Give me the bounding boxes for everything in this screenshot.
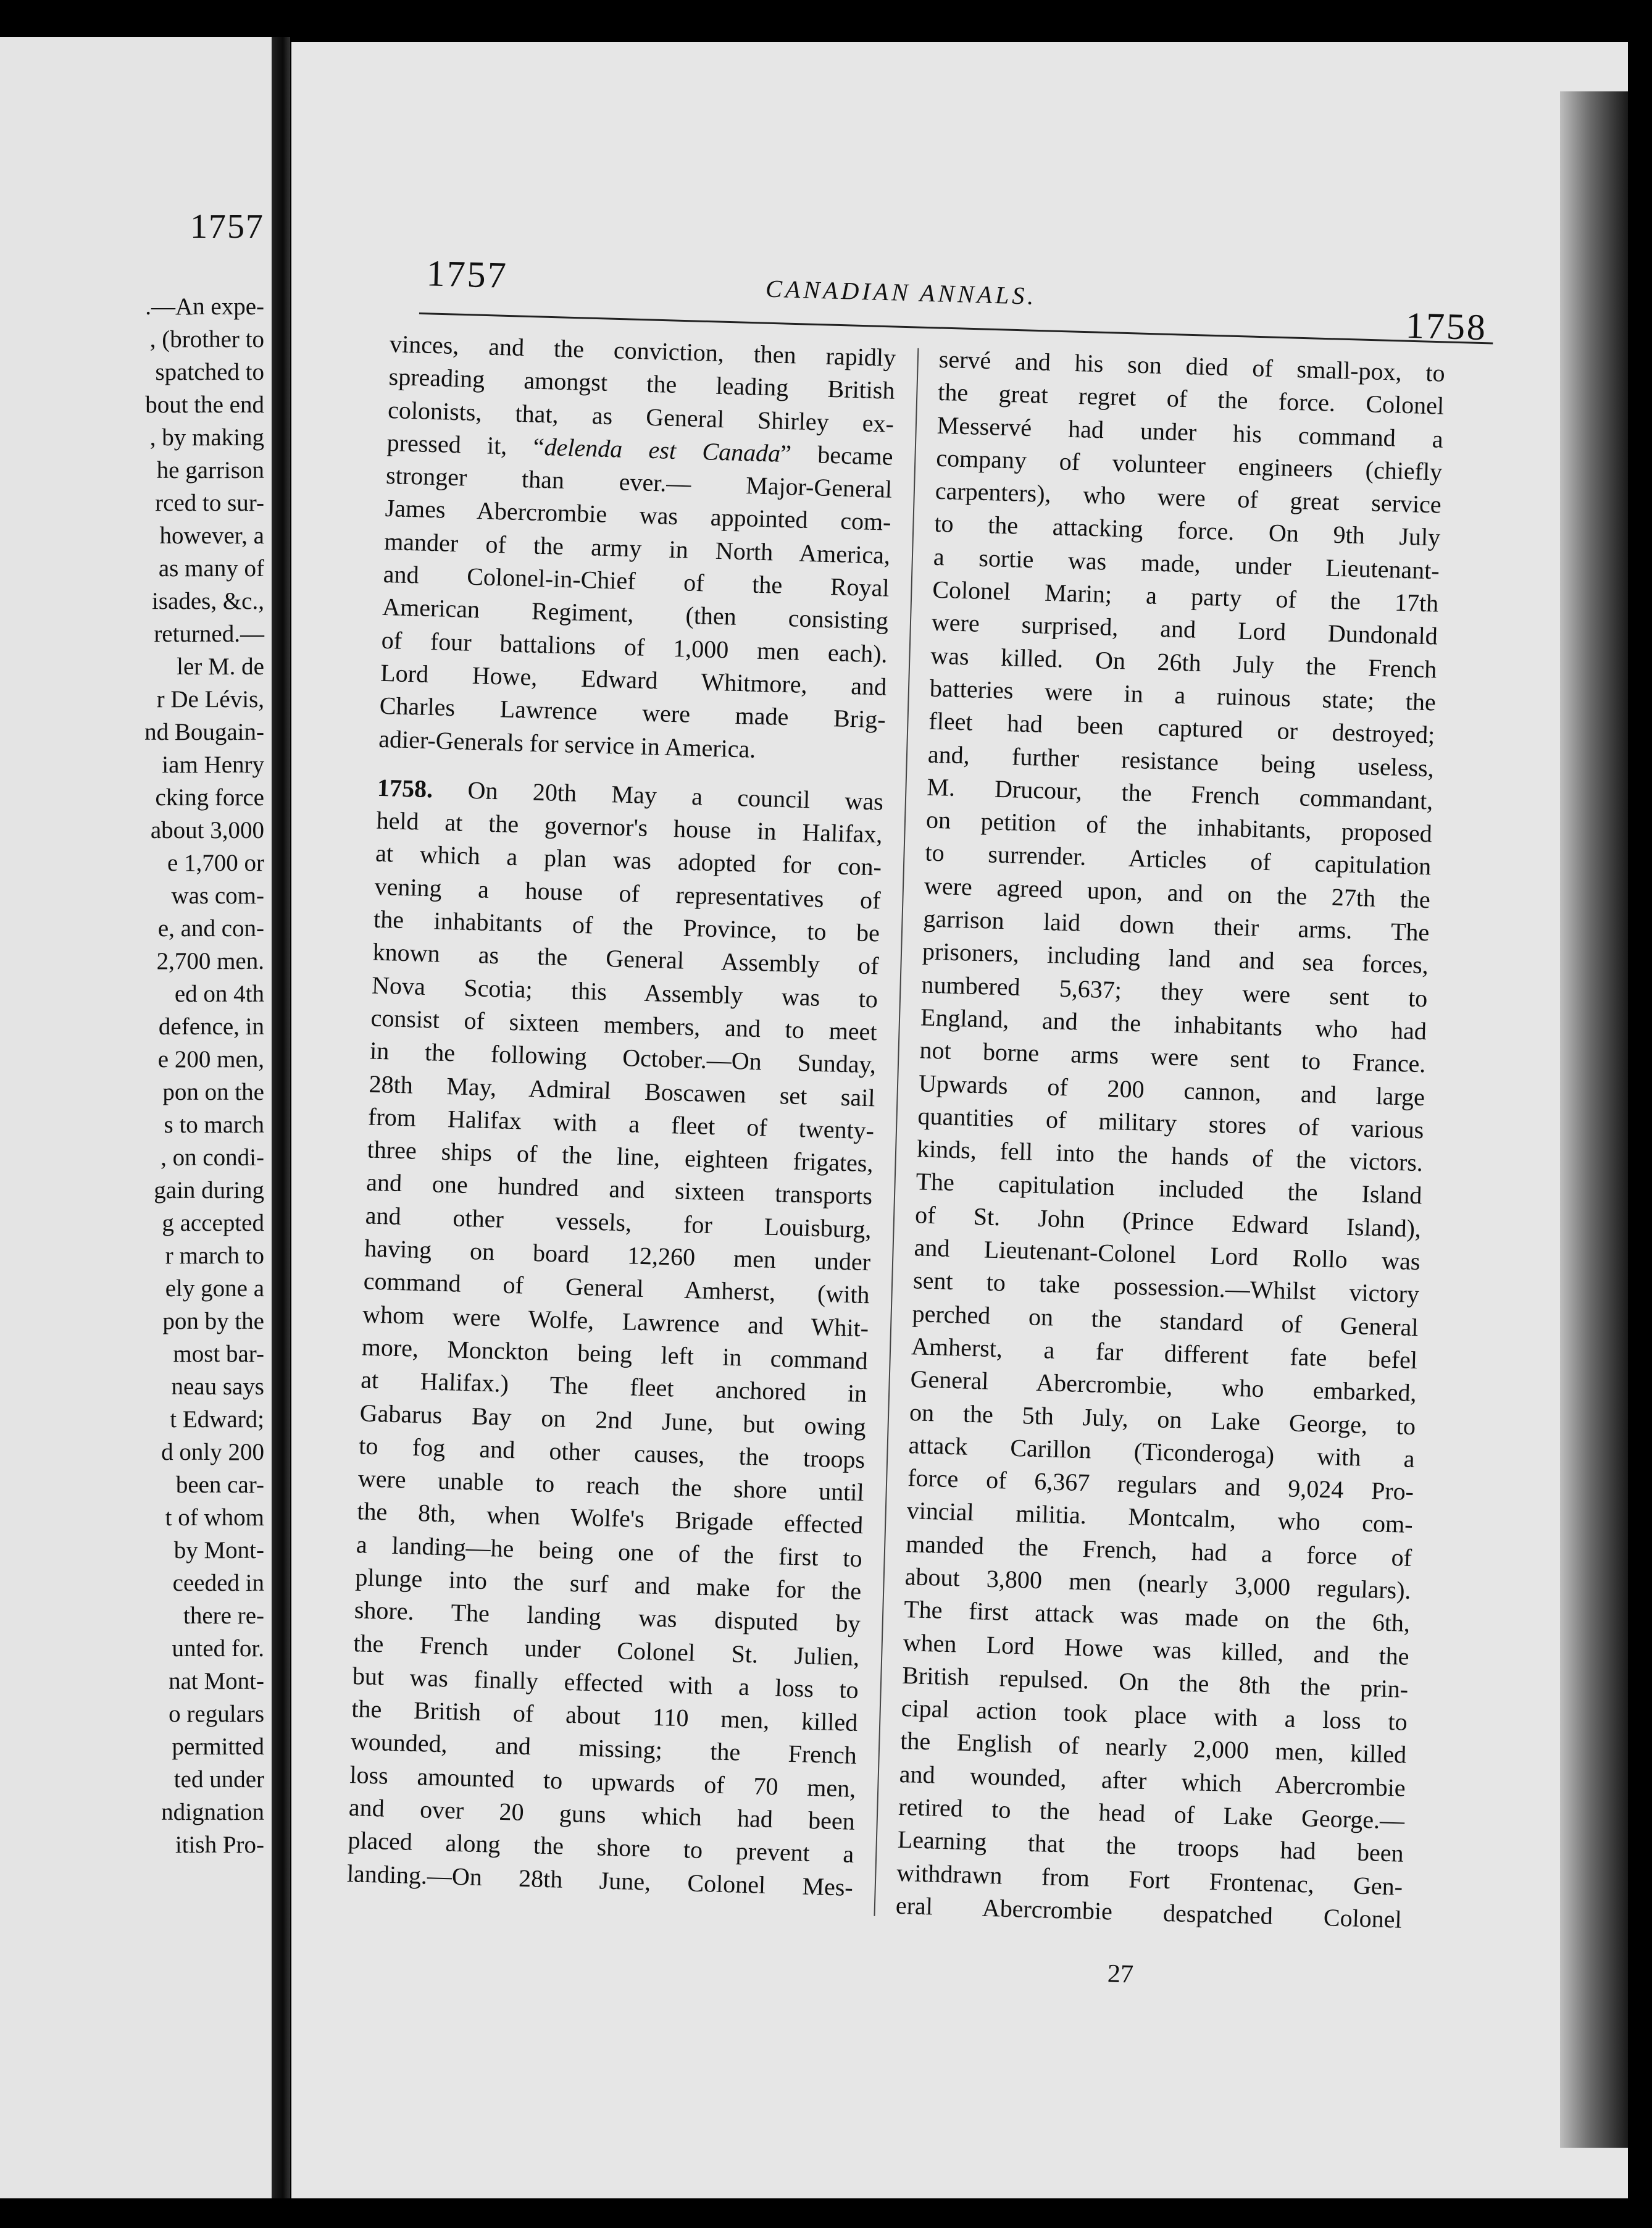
text-line: garrison laid down their arms. The	[922, 904, 1430, 947]
text-line: and other vessels, for Louisburg,	[365, 1201, 872, 1244]
text-line: was killed. On 26th July the French	[930, 641, 1437, 684]
text-line: in the following October.—On Sunday,	[369, 1036, 877, 1079]
text-line: having on board 12,260 men under	[364, 1234, 871, 1276]
page-edge-shadow	[1560, 91, 1628, 2148]
book-spine	[272, 37, 290, 2198]
text-line: 2,700 men.	[156, 948, 264, 974]
text-line: command of General Amherst, (with	[363, 1267, 870, 1309]
text-line: pon on the	[162, 1079, 264, 1105]
right-column	[895, 343, 1445, 1936]
text-body	[346, 327, 1482, 1950]
text-line: withdrawn from Fort Frontenac, Gen-	[896, 1858, 1403, 1901]
text-line: and over 20 guns which had been	[348, 1793, 856, 1836]
text-line: servé and his son died of small-pox, to	[938, 345, 1446, 387]
text-line: plunge into the surf and make for the	[354, 1563, 862, 1606]
text-line: he garrison	[156, 457, 264, 484]
text-line: nat Mont-	[169, 1668, 264, 1694]
text-line: to fog and other causes, the troops	[358, 1431, 866, 1473]
text-line: 28th May, Admiral Boscawen set sail	[369, 1070, 876, 1112]
text-line: .—An expe-	[145, 293, 264, 320]
text-line: Gabarus Bay on 2nd June, but owing	[359, 1398, 867, 1441]
text-line: e, and con-	[157, 915, 264, 942]
text-line: been car-	[175, 1472, 264, 1498]
text-line: adier-Generals for service in America.	[378, 724, 756, 763]
text-line: carpenters), who were of great service	[935, 476, 1442, 519]
header-title: CANADIAN ANNALS.	[765, 274, 1038, 310]
text-line: loss amounted to upwards of 70 men,	[349, 1760, 856, 1803]
text-line: cipal action took place with a loss to	[901, 1694, 1408, 1736]
text-line: more, Monckton being left in command	[361, 1333, 869, 1375]
text-line: company of volunteer engineers (chiefly	[935, 443, 1443, 486]
text-line: sent to take possession.—Whilst victory	[912, 1266, 1420, 1309]
text-line: quantities of military stores of various	[917, 1102, 1424, 1144]
text-line: vinces, and the conviction, then rapidly	[389, 329, 896, 372]
text-line: rced to sur-	[155, 490, 264, 516]
text-line: nd Bougain-	[144, 719, 264, 745]
latin-phrase: delenda est Canada	[543, 432, 781, 467]
text-line: the 8th, when Wolfe's Brigade effected	[356, 1497, 864, 1539]
header-year-right: 1758	[1405, 304, 1488, 348]
text-line: , (brother to	[149, 326, 264, 353]
text-line: retired to the head of Lake George.—	[898, 1792, 1405, 1835]
text-line: the English of nearly 2,000 men, killed	[899, 1727, 1407, 1769]
year-heading: 1758.	[377, 773, 433, 803]
text-line: d only 200	[161, 1439, 264, 1465]
text-line: numbered 5,637; they were sent to	[921, 970, 1428, 1012]
text-line: however, a	[159, 522, 264, 549]
text-line: General Abercrombie, who embarked,	[910, 1365, 1417, 1407]
text-line: iam Henry	[162, 752, 264, 778]
text-line: mander of the army in North America,	[383, 527, 891, 569]
text-line: Messervé had under his command a	[937, 411, 1444, 453]
text-line: fleet had been captured or destroyed;	[928, 706, 1435, 749]
text-line: returned.—	[154, 621, 264, 647]
left-page-year: 1757	[190, 207, 264, 246]
text-line: of four battalions of 1,000 men each).	[381, 626, 888, 668]
text-line: ely gone a	[165, 1275, 264, 1302]
text-line: and wounded, after which Abercrombie	[899, 1759, 1406, 1802]
text-line: The capitulation included the Island	[916, 1167, 1423, 1210]
text-line: unted for.	[172, 1635, 264, 1662]
text-line: perched on the standard of General	[912, 1299, 1419, 1341]
text-line: most bar-	[173, 1341, 264, 1367]
text-line: o regulars	[169, 1701, 264, 1727]
text-line: were surprised, and Lord Dundonald	[931, 608, 1438, 650]
text-line: kinds, fell into the hands of the victors.	[916, 1134, 1424, 1177]
text-line: as many of	[158, 555, 264, 582]
text-line: t Edward;	[170, 1406, 264, 1433]
text-line: ler M. de	[177, 653, 264, 680]
text-line: the British of about 110 men, killed	[351, 1694, 858, 1737]
text-line: three ships of the line, eighteen frigates,	[367, 1135, 874, 1178]
text-line: ndignation	[161, 1799, 264, 1825]
text-line: manded the French, had a force of	[905, 1529, 1412, 1572]
text-line: e 200 men,	[157, 1046, 264, 1073]
text-line: stronger than ever.— Major-General	[385, 461, 893, 503]
text-line: about 3,000	[150, 817, 264, 844]
text-line: pressed it, “delenda est Canada” became	[386, 428, 894, 471]
text-line: were unable to reach the shore until	[357, 1464, 865, 1507]
text-line: s to march	[164, 1112, 264, 1138]
text-line: but was finally effected with a loss to	[352, 1662, 859, 1704]
text-line: known as the General Assembly of	[372, 937, 880, 980]
text-line: about 3,800 men (nearly 3,000 regulars).	[904, 1562, 1412, 1604]
text-line: bout the end	[145, 392, 264, 418]
text-span: On 20th May a council was	[432, 775, 884, 816]
text-line: itish Pro-	[175, 1832, 264, 1858]
text-line: the inhabitants of the Province, to be	[373, 905, 880, 947]
text-line: spatched to	[155, 359, 264, 385]
text-line: batteries were in a ruinous state; the	[929, 674, 1437, 716]
text-line: prisoners, including land and sea forces,	[922, 937, 1429, 979]
page-number: 27	[1107, 1959, 1134, 1989]
left-page-text	[0, 290, 264, 1861]
text-line: a sortie was made, under Lieutenant-	[933, 542, 1440, 585]
text-line: M. Drucour, the French commandant,	[926, 773, 1433, 815]
text-line: the French under Colonel St. Julien,	[353, 1628, 860, 1671]
text-line: r De Lévis,	[156, 686, 264, 713]
text-line: ed on 4th	[174, 981, 264, 1007]
text-line: and Colonel-in-Chief of the Royal	[383, 559, 890, 602]
text-line: to the attacking force. On 9th July	[933, 509, 1441, 552]
text-line: Nova Scotia; this Assembly was to	[371, 971, 878, 1013]
text-line: force of 6,367 regulars and 9,024 Pro-	[907, 1464, 1414, 1506]
text-line: colonists, that, as General Shirley ex-	[387, 395, 895, 438]
text-line: pon by the	[162, 1308, 264, 1334]
text-line: held at the governor's house in Halifax,	[376, 806, 883, 848]
text-line: whom were Wolfe, Lawrence and Whit-	[362, 1299, 869, 1342]
text-line: spreading amongst the leading British	[388, 362, 896, 405]
text-line: e 1,700 or	[167, 850, 264, 876]
text-line: by Mont-	[173, 1537, 264, 1564]
text-line: Lord Howe, Edward Whitmore, and	[380, 658, 887, 701]
text-line: to surrender. Articles of capitulation	[924, 838, 1432, 881]
left-page-fragment	[0, 37, 272, 2198]
text-line: on the 5th July, on Lake George, to	[909, 1397, 1416, 1440]
text-line: from Halifax with a fleet of twenty-	[367, 1102, 875, 1145]
text-line: were agreed upon, and on the 27th the	[924, 871, 1431, 914]
text-line: on petition of the inhabitants, proposed	[925, 805, 1433, 848]
text-line: and one hundred and sixteen transports	[365, 1168, 873, 1210]
running-header	[419, 246, 1488, 348]
text-line: permitted	[172, 1733, 264, 1760]
text-line: of St. John (Prince Edward Island),	[914, 1200, 1422, 1242]
text-line: when Lord Howe was killed, and the	[903, 1628, 1410, 1670]
text-line: American Regiment, (then consisting	[382, 593, 889, 635]
text-line: there re-	[183, 1602, 264, 1629]
text-line: at Halifax.) The fleet anchored in	[360, 1365, 867, 1408]
main-page	[291, 42, 1628, 2198]
text-line: England, and the inhabitants who had	[920, 1003, 1427, 1045]
text-line: shore. The landing was disputed by	[354, 1596, 861, 1638]
text-line: Amherst, a far different fate befel	[911, 1332, 1418, 1375]
text-line: isades, &c.,	[152, 588, 264, 614]
text-line: at which a plan was adopted for con-	[375, 839, 882, 882]
text-line: gain during	[154, 1177, 264, 1204]
text-line: The first attack was made on the 6th,	[903, 1595, 1411, 1638]
text-line: not borne arms were sent to France.	[919, 1036, 1426, 1078]
header-year-left: 1757	[425, 253, 509, 296]
text-line: and Lieutenant-Colonel Lord Rollo was	[914, 1233, 1421, 1276]
text-line: , on condi-	[161, 1144, 264, 1171]
left-column	[346, 327, 896, 1904]
text-line: defence, in	[158, 1013, 264, 1040]
text-line: g accepted	[162, 1210, 264, 1236]
text-line: Colonel Marin; a party of the 17th	[932, 575, 1439, 618]
text-line: was com-	[171, 882, 264, 909]
text-line: ted under	[173, 1766, 264, 1793]
text-line: cking force	[155, 784, 264, 811]
text-line: eral Abercrombie despatched Colonel	[895, 1891, 1403, 1933]
text-line: r march to	[165, 1242, 264, 1269]
text-line: , by making	[149, 424, 264, 451]
text-line: British repulsed. On the 8th the prin-	[901, 1661, 1409, 1703]
text-line: Learning that the troops had been	[897, 1825, 1404, 1868]
text-line: placed along the shore to prevent a	[347, 1826, 854, 1869]
text-line: neau says	[171, 1373, 264, 1400]
text-line: vincial militia. Montcalm, who com-	[906, 1496, 1414, 1539]
text-line: James Abercrombie was appointed com-	[385, 494, 892, 537]
text-line: Charles Lawrence were made Brig-	[379, 692, 886, 734]
text-line: the great regret of the force. Colonel	[937, 378, 1445, 421]
text-line: a landing—he being one of the first to	[356, 1530, 863, 1572]
text-line: wounded, and missing; the French	[350, 1727, 857, 1770]
text-line: landing.—On 28th June, Colonel Mes-	[346, 1859, 854, 1901]
text-line: and, further resistance being useless,	[927, 740, 1435, 782]
text-line: t of whom	[165, 1504, 264, 1531]
text-line: vening a house of representatives of	[374, 872, 882, 915]
text-line: ceeded in	[172, 1570, 264, 1596]
text-line: consist of sixteen members, and to meet	[370, 1003, 878, 1046]
text-line: attack Carillon (Ticonderoga) with a	[908, 1430, 1416, 1473]
text-line: Upwards of 200 cannon, and large	[918, 1068, 1425, 1111]
